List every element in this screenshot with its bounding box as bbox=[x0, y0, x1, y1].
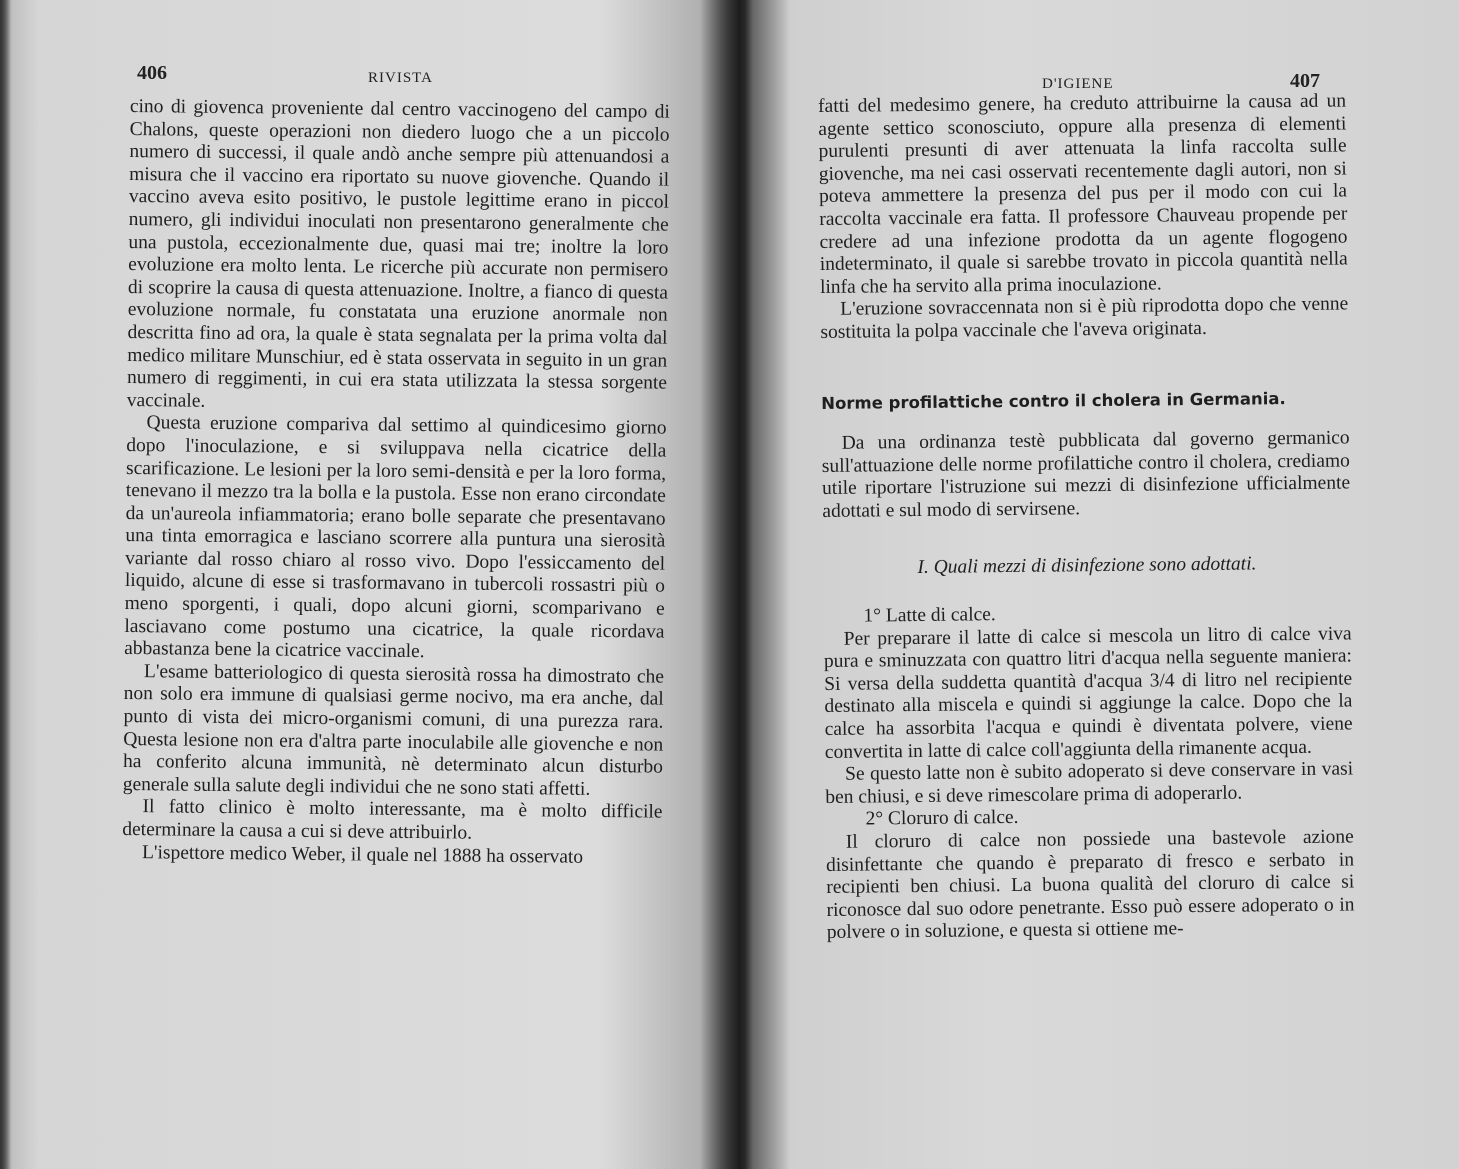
item-1-paragraph-2: Se questo latte non è subito adoperato si deve conservare in vasi ben chiusi, e si deve rimescolare prima di adoperarlo. bbox=[825, 758, 1354, 808]
right-paragraph-2: L'eruzione sovraccennata non si è più riprodotta dopo che venne sostituita la polpa vaccinale che l'aveva originata. bbox=[820, 293, 1349, 343]
item-2-label: 2° Cloruro di calce. bbox=[865, 807, 1019, 830]
item-1-label: 1° Latte di calce. bbox=[863, 604, 996, 627]
section-title: Norme profilattiche contro il cholera in Germania. bbox=[821, 388, 1286, 413]
right-page-number: 407 bbox=[1290, 70, 1320, 92]
left-text-column bbox=[122, 96, 670, 870]
left-running-head: RIVISTA bbox=[368, 70, 433, 86]
left-page-number: 406 bbox=[137, 62, 167, 84]
left-paragraph-1: cino di giovenca proveniente dal centro vaccinogeno del campo di Chalons, queste operazioni non diedero luogo che a un piccolo numero di successi, il quale andò anche sempre più attenuandosi a misura che il vaccino era riportato su nuove giovenche. Quando il vaccino aveva esito positivo, le pustole legittime erano in piccol numero, gli individui inoculati non presentarono generalmente che una pustola, eccezionalmente due, quasi mai tre; inoltre la loro evoluzione era molto lenta. Le ricerche più accurate non permisero di scoprire la causa di questa attenuazione. Inoltre, a fianco di questa evoluzione normale, fu constatata una eruzione anormale non descritta fino ad ora, la quale è stata segnalata per la prima volta dal medico militare Munschiur, ed è stata osservata in seguito in un gran numero di reggimenti, in cui era stata utilizzata la stessa sorgente vaccinale. bbox=[126, 96, 670, 412]
item-2-paragraph-1: Il cloruro di calce non possiede una bastevole azione disinfettante che quando è preparato di fresco e serbato in recipienti ben chiusi. La buona qualità del cloruro di calce si riconosce dal suo odore penetrante. Esso può essere adoperato o in polvere o in soluzione, e questa si ottiene me- bbox=[825, 826, 1355, 944]
right-running-head: D'IGIENE bbox=[1042, 76, 1114, 92]
right-paragraph-1: fatti del medesimo genere, ha creduto attribuirne la causa ad un agente settico sconosciuto, oppure alla presenza di elementi purulenti presunti di aver attenuata la linfa raccolta sulle giovenche, ma nei casi osservati recentemente dagli autori, non si poteva ammettere la presenza del pus per il modo con cui la raccolta vaccinale era fatta. Il professore Chauveau propende per credere ad una infezione prodotta da un agente flogogeno indeterminato, il quale si sarebbe trovato in piccola quantità nella linfa che ha servito alla prima inoculazione. bbox=[818, 90, 1348, 298]
right-text-column bbox=[818, 90, 1355, 944]
left-paragraph-2: Questa eruzione compariva dal settimo al quindicesimo giorno dopo l'inoculazione, e si sviluppava nella cicatrice della scarificazione. Le lesioni per la loro semi-densità e per la loro forma, tenevano il mezzo tra la bolla e la pustola. Esse non erano circondate da un'aureola infiammatoria; erano bolle separate che presentavano una tinta emorragica e lasciano scorrere alla puntura una sierosità variante dal rosso chiaro al rosso vivo. Dopo l'essiccamento del liquido, alcune di esse si trasformavano in tubercoli rossastri più o meno sporgenti, i quali, dopo alcuni giorni, scomparivano e lasciavano come postumo una cicatrice, la quale ricordava abbastanza bene la cicatrice vaccinale. bbox=[124, 412, 667, 663]
left-paragraph-3: L'esame batteriologico di questa sierosità rossa ha dimostrato che non solo era immune di qualsiasi germe nocivo, ma era anche, dal punto di vista dei micro-organismi comuni, di una purezza rara. Questa lesione non era d'altra parte inoculabile alle giovenche e non ha conferito alcuna immunità, nè determinato alcun disturbo generale sulla salute degli individui che ne sono stati affetti. bbox=[122, 661, 665, 800]
left-paragraph-4: Il fatto clinico è molto interessante, ma è molto difficile determinare la causa a cui si deve attribuirlo. bbox=[122, 796, 663, 844]
subheading: I. Quali mezzi di disinfezione sono adottati. bbox=[917, 552, 1257, 578]
item-1-paragraph-1: Per preparare il latte di calce si mescola un litro di calce viva pura e sminuzzata con quattro litri d'acqua nella seguente maniera: Si versa della suddetta quantità d'acqua 3/4 di litro nel recipiente destinato alla miscela e quindi si aggiunge la calce. Dopo che la calce ha assorbita l'acqua e quindi è diventata polvere, viene convertita in latte di calce coll'aggiunta della rimanente acqua. bbox=[823, 623, 1353, 763]
left-paragraph-5: L'ispettore medico Weber, il quale nel 1888 ha osservato bbox=[141, 841, 584, 868]
right-page bbox=[742, 0, 1459, 1169]
section-intro: Da una ordinanza testè pubblicata dal governo germanico sull'attuazione delle norme profilattiche contro il cholera, crediamo utile riportare l'istruzione sui mezzi di disinfezione ufficialmente adottati e sul modo di servirsene. bbox=[821, 427, 1351, 522]
